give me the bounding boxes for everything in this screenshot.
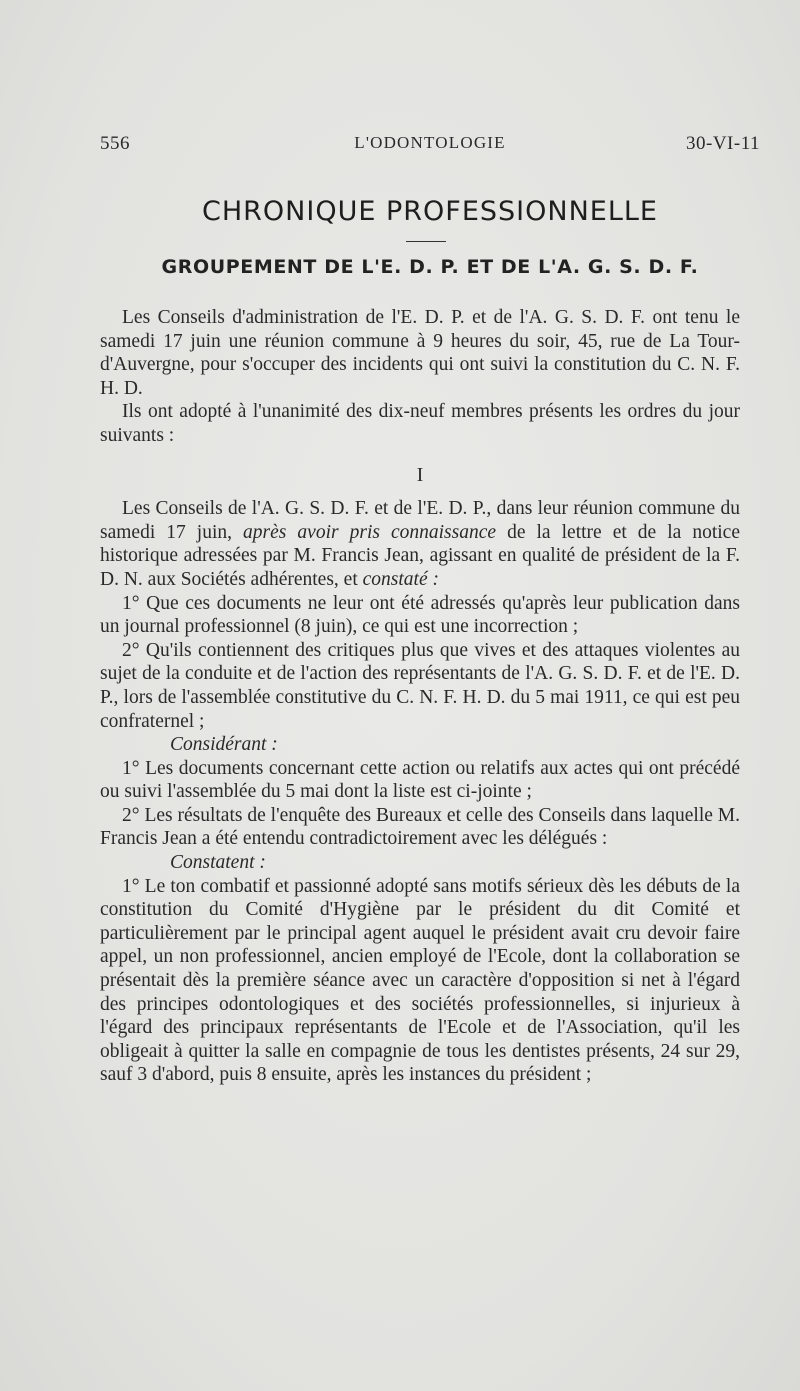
running-header bbox=[100, 133, 760, 159]
list-item: 1° Les documents concernant cette action ou relatifs aux actes qui ont précédé ou suivi l'assemblée du 5 mai dont la liste est ci-jointe ; bbox=[100, 757, 740, 803]
text-run: Les Conseils de l'A. G. S. D. F. et de l'E. D. P., dans leur réunion commune du samedi 17 juin, bbox=[100, 498, 740, 543]
issue-date: 30-VI-11 bbox=[686, 133, 760, 154]
page-number: 556 bbox=[100, 133, 130, 154]
italic-run: après avoir pris connaissance bbox=[243, 521, 497, 543]
paragraph bbox=[100, 497, 740, 591]
section-title: CHRONIQUE PROFESSIONNELLE bbox=[202, 196, 658, 227]
clause-label: Constatent : bbox=[170, 852, 266, 874]
title-divider bbox=[406, 241, 446, 242]
list-item: 1° Le ton combatif et passionné adopté sans motifs sérieux dès les débuts de la constitution du Comité d'Hygiène par le président du dit Comité et particulièrement par le principal agent auquel le président avait cru devoir faire appel, un non professionnel, ancien employé de l'Ecole, dont la collaboration se présentait dès la première séance avec un caractère d'opposition si net à l'égard des principes odontologiques et des sociétés professionnelles, si injurieux à l'égard des principaux représentants de l'Ecole et de l'Association, qu'il les obligeait à quitter la salle en compagnie de tous les dentistes présents, 24 sur 29, sauf 3 d'abord, puis 8 ensuite, après les instances du président ; bbox=[100, 875, 740, 1086]
article-subtitle: GROUPEMENT DE L'E. D. P. ET DE L'A. G. S. D. F. bbox=[161, 256, 699, 278]
text-run: de la lettre et de la notice historique adressées par M. Francis Jean, agissant en qualité de président de la F. D. N. aux Sociétés adhérentes, et bbox=[100, 521, 740, 590]
clause-label: Considérant : bbox=[170, 734, 278, 756]
section-numeral: I bbox=[416, 464, 424, 486]
italic-run: constaté : bbox=[362, 568, 439, 590]
paragraph: Ils ont adopté à l'unanimité des dix-neuf membres présents les ordres du jour suivants : bbox=[100, 401, 740, 446]
article-body bbox=[100, 306, 740, 1087]
paragraph: Les Conseils d'administration de l'E. D. P. et de l'A. G. S. D. F. ont tenu le samedi 17 juin une réunion commune à 9 heures du soir, 45, rue de La Tour-d'Auvergne, pour s'occuper des incidents qui ont suivi la constitution du C. N. F. H. D. bbox=[100, 307, 740, 399]
journal-title: L'ODONTOLOGIE bbox=[354, 133, 506, 152]
list-item: 2° Les résultats de l'enquête des Bureaux et celle des Conseils dans laquelle M. Francis Jean a été entendu contradictoirement avec les délégués : bbox=[100, 804, 740, 850]
list-item: 1° Que ces documents ne leur ont été adressés qu'après leur publication dans un journal professionnel (8 juin), ce qui est une incorrection ; bbox=[100, 592, 740, 638]
list-item: 2° Qu'ils contiennent des critiques plus que vives et des attaques violentes au sujet de la conduite et de l'action des représentants de l'A. G. S. D. F. et de l'E. D. P., lors de l'assemblée constitutive du C. N. F. H. D. du 5 mai 1911, ce qui est peu confraternel ; bbox=[100, 639, 740, 732]
